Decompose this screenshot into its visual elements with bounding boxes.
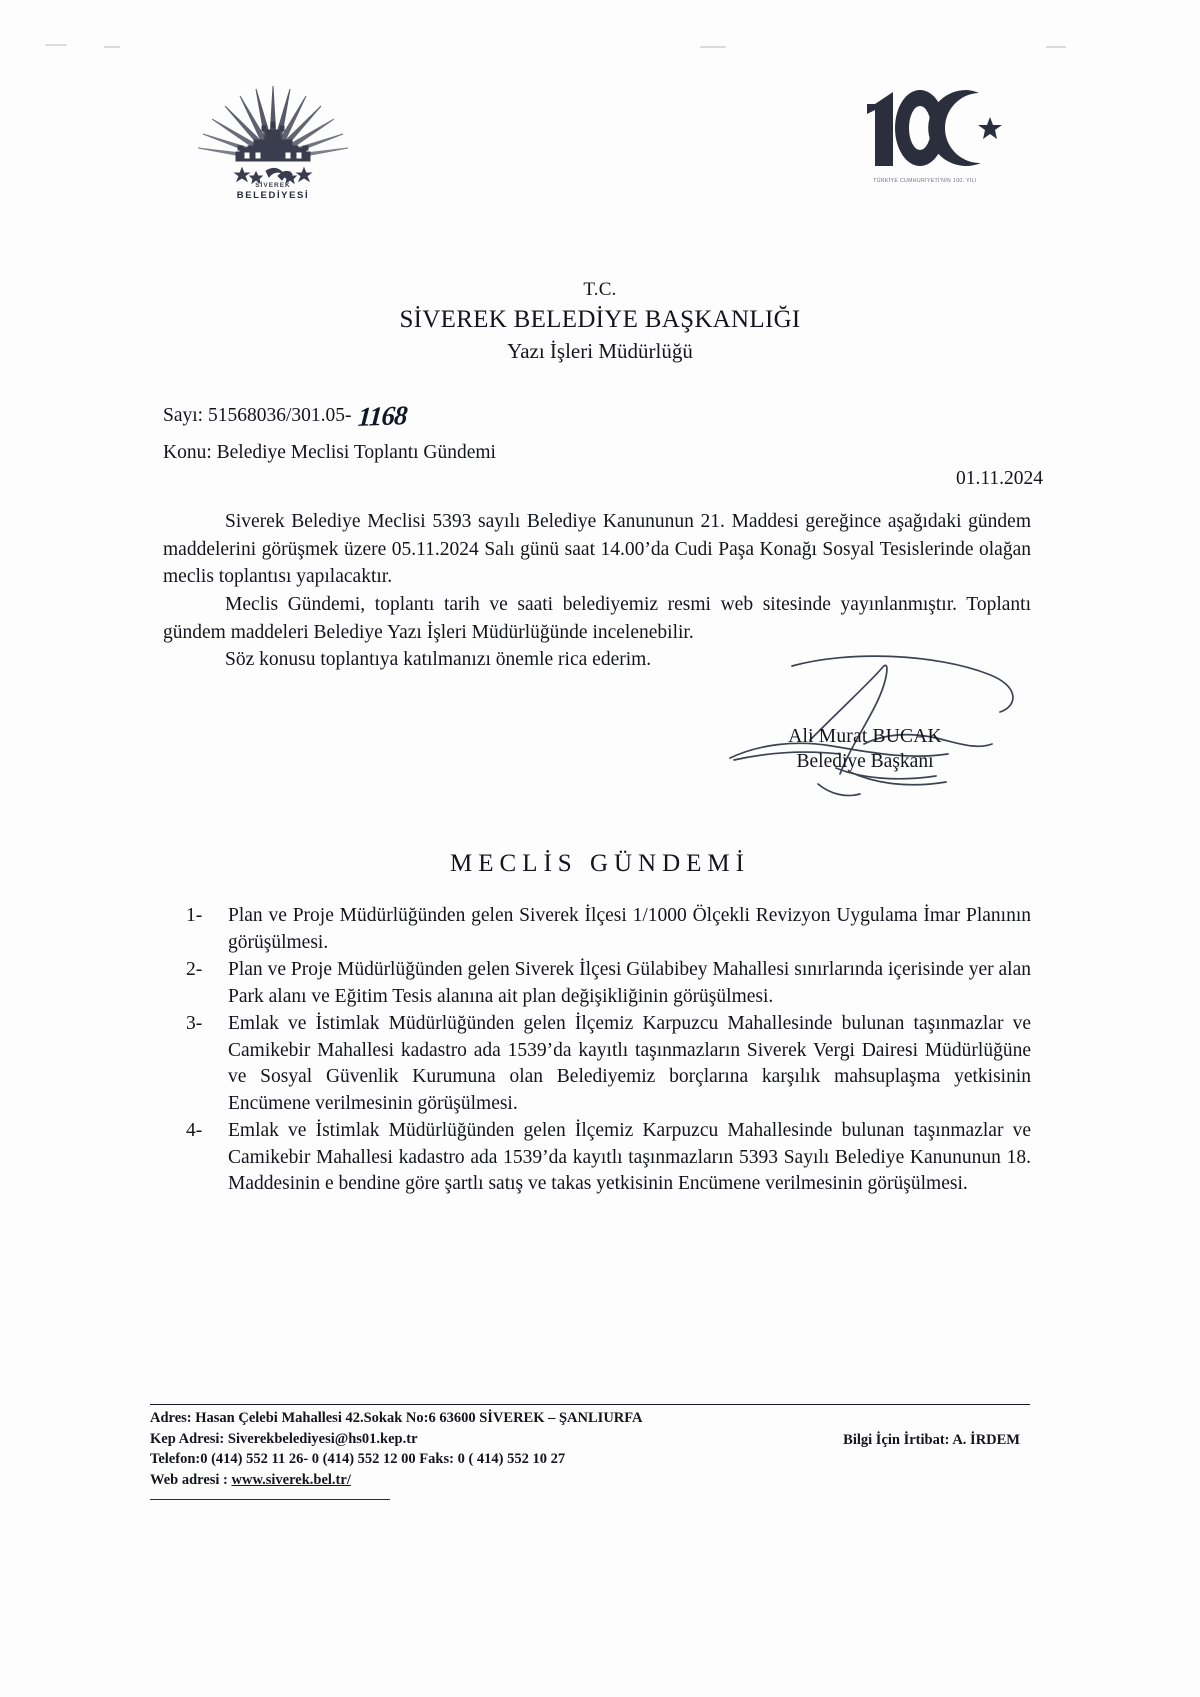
konu-row	[163, 438, 1043, 489]
agenda-item-number: 3-	[186, 1013, 203, 1035]
agenda-item	[186, 903, 1031, 956]
agenda-list	[186, 903, 1031, 1199]
sayi-row	[163, 396, 1043, 438]
signatory-name: Ali Murat BUCAK	[788, 726, 942, 747]
footer-contact-person: Bilgi İçin İrtibat: A. İRDEM	[843, 1432, 1020, 1448]
agenda-item-text: Plan ve Proje Müdürlüğünden gelen Siverek İlçesi 1/1000 Ölçekli Revizyon Uygulama İmar Planının görüşülmesi.	[228, 905, 1031, 953]
body-paragraph-3: Söz konusu toplantıya katılmanızı önemle rica ederim.	[225, 649, 652, 671]
centenary-caption: TÜRKİYE CUMHURİYETİ'NİN 100. YILI	[873, 178, 977, 184]
konu-label: Konu: Belediye Meclisi Toplantı Gündemi	[163, 441, 496, 463]
crest-caption-city: SİVEREK	[255, 182, 291, 189]
header-department: Yazı İşleri Müdürlüğü	[507, 339, 693, 364]
centenary-logo	[845, 70, 1005, 220]
body-paragraph-1: Siverek Belediye Meclisi 5393 sayılı Belediye Kanununun 21. Maddesi gereğince aşağıdaki gündem maddelerini görüşmek üzere 05.11.2024 Salı günü saat 14.00’da Cudi Paşa Konağı Sosyal Tesislerinde olağan meclis toplantısı yapılacaktır.	[163, 511, 1031, 588]
footer-web-url[interactable]: www.siverek.bel.tr/	[231, 1471, 351, 1488]
footer-phone: Telefon:0 (414) 552 11 26- 0 (414) 552 12 00 Faks: 0 ( 414) 552 10 27	[150, 1451, 566, 1468]
agenda-item	[186, 1011, 1031, 1117]
footer-kep-address: Kep Adresi: Siverekbelediyesi@hs01.kep.tr	[150, 1430, 418, 1447]
footer-content	[150, 1408, 1030, 1490]
agenda-item	[186, 957, 1031, 1010]
scan-speck	[45, 44, 67, 46]
handwritten-signature-icon	[700, 648, 1030, 798]
document-header	[0, 278, 1200, 365]
header-organization: SİVEREK BELEDİYE BAŞKANLIĞI	[399, 305, 801, 333]
footer-web	[150, 1470, 1030, 1491]
sayi-number-handwritten: 1168	[356, 400, 408, 432]
signatory-title: Belediye Başkanı	[796, 751, 934, 772]
body-paragraph-2: Meclis Gündemi, toplantı tarih ve saati belediyemiz resmi web sitesinde yayınlanmıştır. Toplantı gündem maddeleri Belediye Yazı İşleri Müdürlüğünde incelenebilir.	[163, 594, 1031, 643]
signature-block	[700, 648, 1030, 808]
agenda-heading: MECLİS GÜNDEMİ	[450, 850, 750, 877]
agenda-item-number: 4-	[186, 1120, 203, 1142]
letterhead	[0, 62, 1200, 232]
centenary-100-icon	[845, 70, 1005, 180]
document-date: 01.11.2024	[955, 467, 1043, 489]
header-tc: T.C.	[583, 279, 617, 300]
footer-divider	[150, 1404, 1030, 1405]
agenda-item-text: Emlak ve İstimlak Müdürlüğünden gelen İlçemiz Karpuzcu Mahallesinde bulunan taşınmazlar ve Camikebir Mahallesi kadastro ada 1539’da kayıtlı taşınmazların 5393 Sayılı Belediye Kanununun 18. Maddesinin e bendine göre şartlı satış ve takas yetkisinin Encümene verilmesinin görüşülmesi.	[228, 1120, 1031, 1195]
agenda-item	[186, 1118, 1031, 1198]
document-meta	[163, 396, 1043, 489]
agenda-item-number: 2-	[186, 959, 203, 981]
scan-speck	[104, 46, 120, 48]
crest-caption-text: BELEDİYESİ	[236, 190, 310, 201]
crest-caption	[178, 182, 368, 201]
agenda-item-number: 1-	[186, 905, 203, 926]
agenda-item-text: Emlak ve İstimlak Müdürlüğünden gelen İlçemiz Karpuzcu Mahallesinde bulunan taşınmazlar ve Camikebir Mahallesi kadastro ada 1539’da kayıtlı taşınmazların Siverek Vergi Dairesi Müdürlüğüne ve Sosyal Güvenlik Kurumuna olan Belediyemiz borçlarına karşılık mahsuplaşma yetkisinin Encümene verilmesinin görüşülmesi.	[228, 1013, 1031, 1114]
agenda-item-text: Plan ve Proje Müdürlüğünden gelen Siverek İlçesi Gülabibey Mahallesi sınırlarında içerisinde yer alan Park alanı ve Eğitim Tesis alanına ait plan değişikliğinin görüşülmesi.	[228, 959, 1031, 1007]
footer-address: Adres: Hasan Çelebi Mahallesi 42.Sokak No:6 63600 SİVEREK – ŞANLIURFA	[150, 1410, 643, 1426]
sayi-label: Sayı: 51568036/301.05-	[163, 405, 352, 426]
scan-speck	[1046, 46, 1066, 48]
scan-speck	[700, 46, 726, 48]
footer-web-label: Web adresi :	[150, 1471, 232, 1488]
document-footer	[150, 1404, 1030, 1490]
footer-underline	[150, 1499, 390, 1500]
